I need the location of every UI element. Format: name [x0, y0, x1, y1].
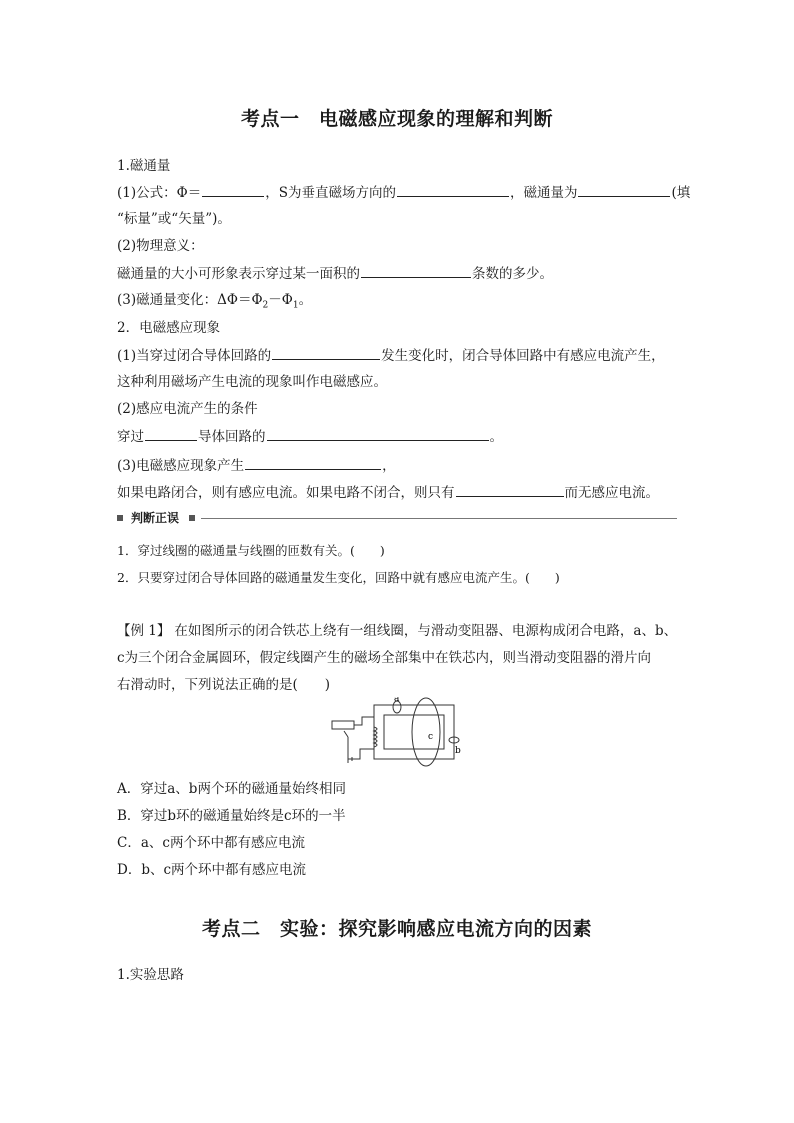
text: ，S为垂直磁场方向的 — [265, 185, 396, 201]
judge-question-2: 2．只要穿过闭合导体回路的磁通量发生变化，回路中就有感应电流产生。( ) — [117, 570, 560, 585]
scalar-vector-line: “标量”或“矢量”)。 — [117, 211, 231, 227]
condition-line — [117, 426, 503, 447]
subscript: 1 — [292, 300, 299, 311]
item1-heading: 1.磁通量 — [117, 158, 171, 174]
subscript: 2 — [262, 300, 269, 311]
text: 导体回路的 — [198, 429, 266, 445]
text: (1)当穿过闭合导体回路的 — [117, 348, 272, 364]
divider-line — [201, 518, 677, 519]
answer-blank — [361, 263, 471, 278]
option-d: D．b、c两个环中都有感应电流 — [117, 862, 307, 878]
option-a: A．穿过a、b两个环的磁通量始终相同 — [117, 781, 346, 797]
ring-c — [412, 698, 440, 766]
judge-question-1: 1．穿过线圈的磁通量与线圈的匝数有关。( ) — [117, 543, 385, 558]
text: ， — [382, 458, 396, 474]
iron-core-circuit-figure — [330, 697, 466, 767]
physical-meaning-heading: (2)物理意义： — [117, 238, 204, 254]
label-a: a — [394, 697, 400, 704]
answer-blank — [267, 426, 489, 441]
answer-blank — [245, 455, 381, 470]
answer-blank — [456, 482, 564, 497]
label-b: b — [455, 746, 461, 756]
induction-definition: 这种利用磁场产生电流的现象叫作电磁感应。 — [117, 374, 387, 390]
physical-meaning-line — [117, 263, 553, 284]
square-marker-icon — [117, 515, 123, 521]
iron-core-inner — [384, 715, 444, 749]
text: 。 — [298, 292, 313, 308]
text: (填 — [671, 185, 691, 201]
text: 磁通量的大小可形象表示穿过某一面积的 — [117, 266, 360, 282]
rheostat — [332, 721, 354, 729]
text: (3)磁通量变化：ΔΦ＝Φ — [117, 292, 263, 308]
text: 在如图所示的闭合铁芯上绕有一组线圈，与滑动变阻器、电源构成闭合电路，a、b、 — [174, 623, 678, 639]
slider — [344, 731, 348, 737]
answer-blank — [578, 182, 670, 197]
example-line-2: c为三个闭合金属圆环，假定线圈产生的磁场全部集中在铁芯内，则当滑动变阻器的滑片向 — [117, 650, 652, 666]
answer-blank — [202, 182, 264, 197]
text: (1)公式：Φ＝ — [117, 185, 202, 201]
answer-blank — [397, 182, 509, 197]
answer-blank — [272, 345, 380, 360]
wire — [354, 717, 374, 725]
text: (3)电磁感应现象产生 — [117, 458, 245, 474]
induction-line — [117, 345, 665, 366]
square-marker-icon — [189, 515, 195, 521]
phenomenon-line — [117, 455, 396, 476]
text: 如果电路闭合，则有感应电流。如果电路不闭合，则只有 — [117, 485, 455, 501]
section2-title: 考点二 实验：探究影响感应电流方向的因素 — [201, 918, 592, 940]
closed-circuit-line — [117, 482, 659, 503]
example-line-1 — [117, 621, 677, 641]
judge-divider — [117, 509, 677, 529]
text: 条数的多少。 — [472, 266, 553, 282]
section1-title: 考点一 电磁感应现象的理解和判断 — [240, 108, 553, 130]
option-b: B．穿过b环的磁通量始终是c环的一半 — [117, 808, 346, 824]
example-tag: 【例 1】 — [117, 623, 171, 639]
item2-heading: 2．电磁感应现象 — [117, 320, 221, 336]
text: 穿过 — [117, 429, 144, 445]
text: ，磁通量为 — [509, 185, 578, 201]
answer-blank — [145, 426, 197, 441]
example-line-3: 右滑动时，下列说法正确的是( ) — [117, 677, 331, 693]
text: －Φ — [268, 292, 293, 308]
judge-label: 判断正误 — [131, 511, 180, 525]
text: 发生变化时，闭合导体回路中有感应电流产生， — [381, 348, 665, 364]
flux-change-line — [117, 290, 312, 316]
option-c: C．a、c两个环中都有感应电流 — [117, 835, 305, 851]
formula-line — [117, 182, 690, 203]
experiment-heading: 1.实验思路 — [117, 967, 184, 983]
label-c: c — [428, 732, 434, 742]
condition-heading: (2)感应电流产生的条件 — [117, 401, 258, 417]
text: 。 — [489, 429, 503, 445]
text: 而无感应电流。 — [564, 485, 659, 501]
wire — [348, 737, 374, 759]
